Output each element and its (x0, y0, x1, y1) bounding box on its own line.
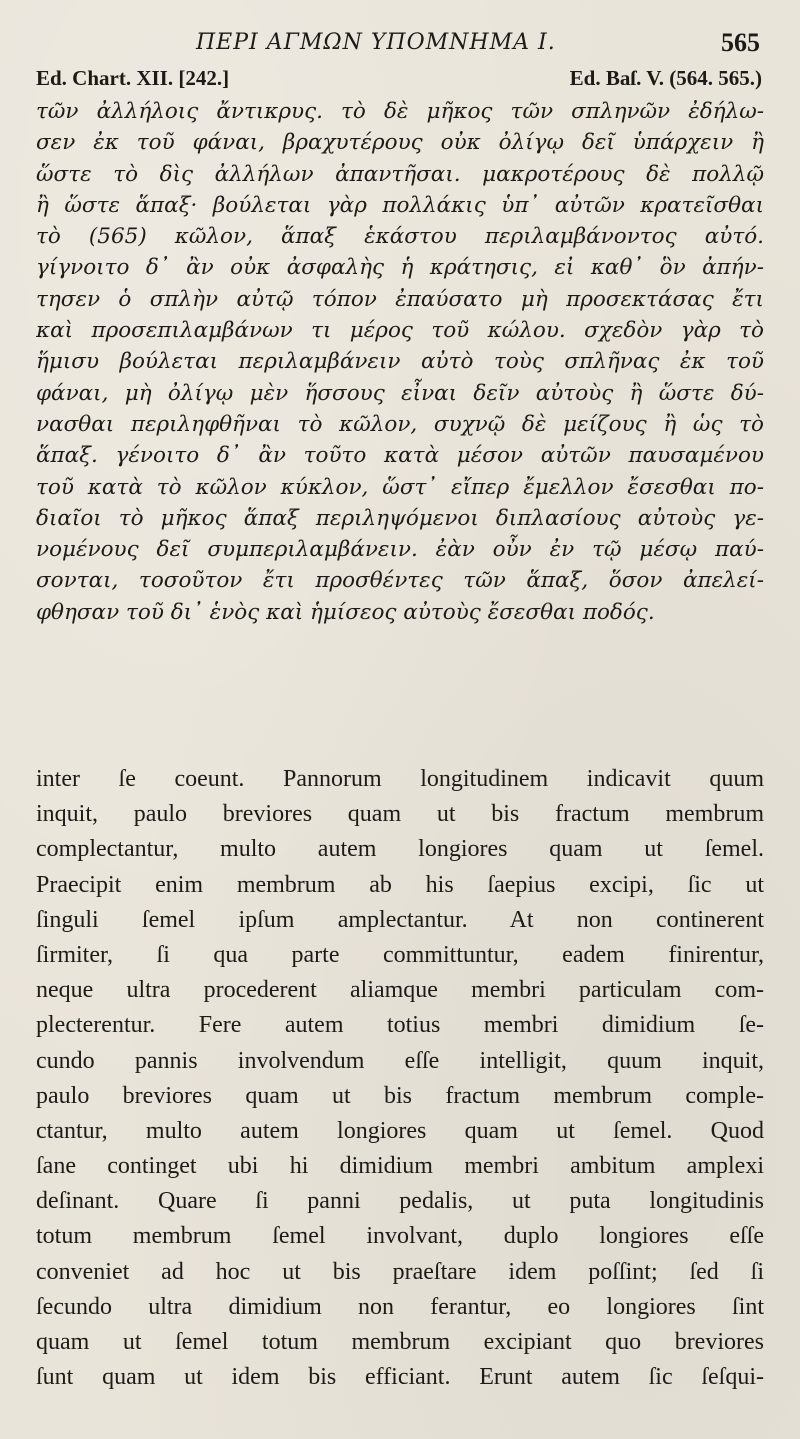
running-title: ΠΕΡΙ ΑΓΜΩΝ ΥΠΟΜΝΗΜΑ Ι. (196, 30, 556, 55)
latin-line: ſirmiter, ſi qua parte committuntur, eadem finirentur, (36, 941, 764, 968)
greek-line: σεν ἐκ τοῦ φάναι, βραχυτέρους οὐκ ὀλίγῳ δεῖ ὑπάρχειν ἢ (36, 130, 764, 156)
latin-line: cundo pannis involvendum eſſe intelligit, quum inquit, (36, 1047, 764, 1074)
latin-line: ſecundo ultra dimidium non ferantur, eo longiores ſint (36, 1293, 764, 1320)
latin-line: totum membrum ſemel involvant, duplo longiores eſſe (36, 1223, 764, 1250)
greek-line: φθησαν τοῦ δι᾽ ἑνὸς καὶ ἡμίσεος αὐτοὺς ἔσεσθαι ποδός. (36, 599, 655, 625)
latin-line: ſunt quam ut idem bis efficiant. Erunt autem ſic ſeſqui- (36, 1364, 764, 1391)
latin-line: ſinguli ſemel ipſum amplectantur. At non continerent (36, 906, 764, 933)
latin-line: plecterentur. Fere autem totius membri dimidium ſe- (36, 1012, 764, 1039)
latin-text-block (36, 762, 764, 1395)
greek-line: τησεν ὁ σπλὴν αὐτῷ τόπον ἐπαύσατο μὴ προσεκτάσας ἔτι (36, 286, 764, 312)
greek-line: τῶν ἀλλήλοις ἄντικρυς. τὸ δὲ μῆκος τῶν σπληνῶν ἐδήλω- (36, 99, 764, 124)
latin-line: deſinant. Quare ſi panni pedalis, ut puta longitudinis (36, 1188, 764, 1215)
greek-line: τὸ (565) κῶλον, ἅπαξ ἑκάστου περιλαμβάνοντος αὐτό. (36, 224, 764, 250)
latin-line: inquit, paulo breviores quam ut bis fractum membrum (36, 801, 764, 828)
greek-text-block (36, 96, 764, 628)
greek-line: ἢ ὥστε ἅπαξ· βούλεται γὰρ πολλάκις ὑπ᾽ αὐτῶν κρατεῖσθαι (36, 192, 764, 218)
latin-line: paulo breviores quam ut bis fractum membrum comple- (36, 1082, 764, 1109)
edition-chartier-reference: Ed. Chart. XII. [242.] (36, 66, 230, 90)
latin-line: ſane continget ubi hi dimidium membri ambitum amplexi (36, 1153, 764, 1180)
greek-line: γίγνοιτο δ᾽ ἂν οὐκ ἀσφαλὴς ἡ κράτησις, εἰ καθ᾽ ὃν ἀπήν- (36, 255, 764, 281)
greek-line: ἥμισυ βούλεται περιλαμβάνειν αὐτὸ τοὺς σπλῆνας ἐκ τοῦ (36, 349, 764, 375)
greek-line: φάναι, μὴ ὀλίγῳ μὲν ἥσσους εἶναι δεῖν αὐτοὺς ἢ ὥστε δύ- (36, 380, 764, 406)
latin-line: inter ſe coeunt. Pannorum longitudinem indicavit quum (36, 766, 764, 792)
greek-line: νασθαι περιληφθῆναι τὸ κῶλον, συχνῷ δὲ μείζους ἢ ὡς τὸ (36, 411, 764, 437)
latin-line: quam ut ſemel totum membrum excipiant quo breviores (36, 1329, 764, 1355)
latin-line: complectantur, multo autem longiores quam ut ſemel. (36, 836, 764, 863)
greek-line: νομένους δεῖ συμπεριλαμβάνειν. ἐὰν οὖν ἐν τῷ μέσῳ παύ- (36, 537, 764, 563)
latin-line: conveniet ad hoc ut bis praeſtare idem poſſint; ſed ſi (36, 1258, 764, 1285)
greek-line: ἅπαξ. γένοιτο δ᾽ ἂν τοῦτο κατὰ μέσον αὐτῶν παυσαμένου (36, 443, 764, 469)
latin-line: Praecipit enim membrum ab his ſaepius excipi, ſic ut (36, 871, 764, 898)
edition-basel-reference: Ed. Baſ. V. (564. 565.) (569, 66, 762, 90)
running-head (36, 26, 766, 66)
edition-reference-line (36, 66, 766, 96)
greek-line: διαῖοι τὸ μῆκος ἅπαξ περιληψόμενοι διπλασίους αὐτοὺς γε- (36, 505, 764, 531)
greek-line: τοῦ κατὰ τὸ κῶλον κύκλον, ὥστ᾽ εἴπερ ἔμελλον ἔσεσθαι πο- (36, 474, 764, 500)
greek-line: σονται, τοσοῦτον ἔτι προσθέντες τῶν ἅπαξ, ὅσον ἀπελεί- (36, 568, 764, 594)
greek-line: καὶ προσεπιλαμβάνων τι μέρος τοῦ κώλου. σχεδὸν γὰρ τὸ (36, 318, 764, 344)
latin-line: ctantur, multo autem longiores quam ut ſemel. Quod (36, 1117, 764, 1144)
page-number: 565 (721, 28, 760, 57)
latin-line: neque ultra procederent aliamque membri particulam com- (36, 977, 764, 1004)
greek-line: ὥστε τὸ δὶς ἀλλήλων ἀπαντῆσαι. μακροτέρους δὲ πολλῷ (36, 161, 764, 187)
